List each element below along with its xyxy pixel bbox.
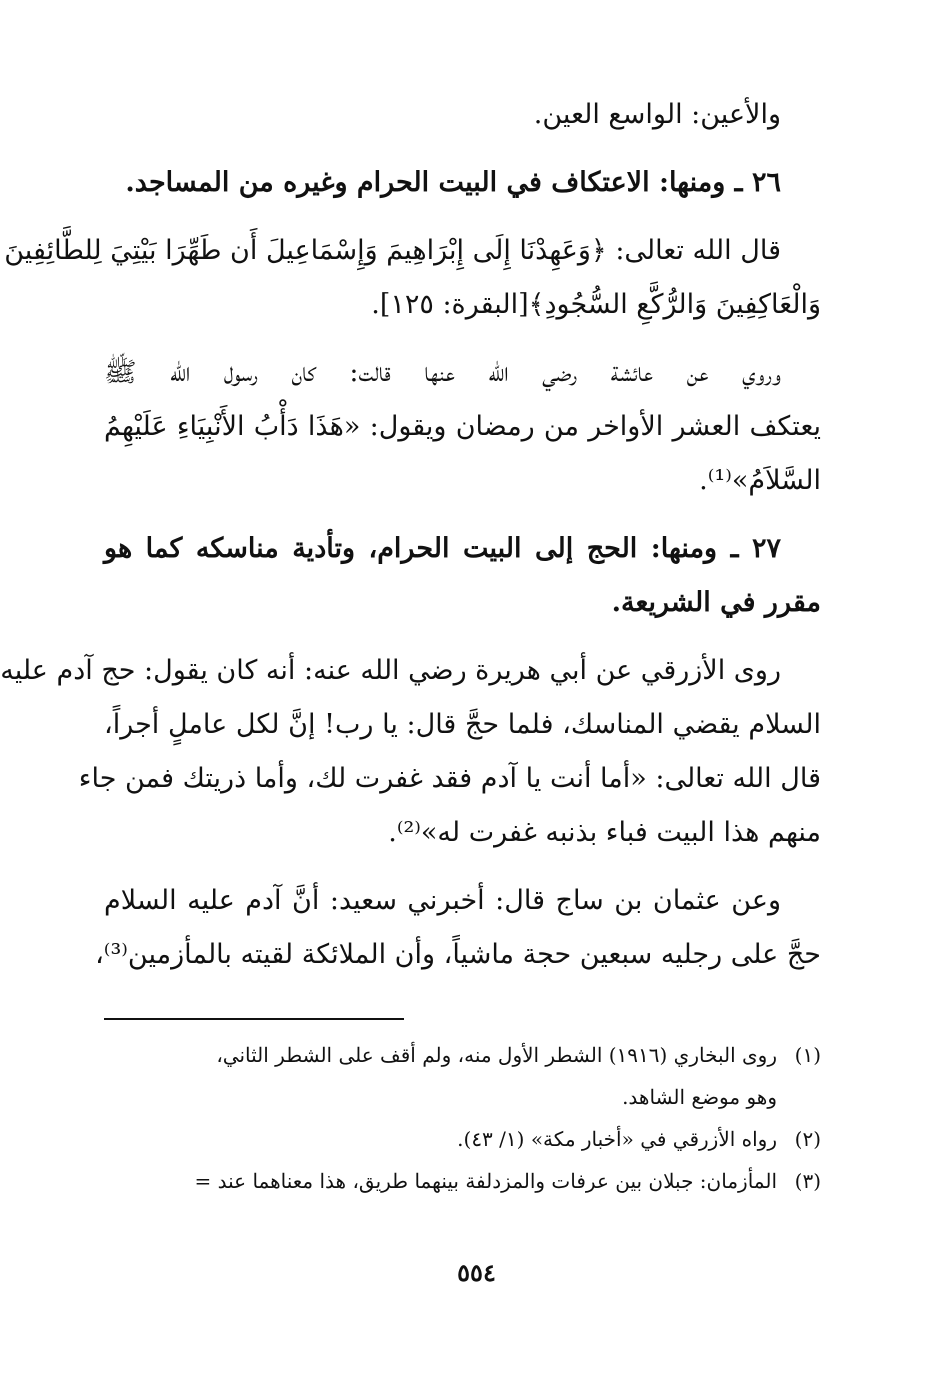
footnote-number: (١): [794, 1043, 821, 1067]
section-heading-27: مقرر في الشريعة.: [611, 587, 821, 618]
text-line: وروي عن عائشة رضي الله عنها قالت: كان رسول الله ﷺ: [104, 357, 781, 388]
footnote-2: [104, 1118, 821, 1160]
footnote-text: المأزمان: جبلان بين عرفات والمزدلفة بينهما طريق، هذا معناهما عند =: [194, 1169, 777, 1193]
main-text: [0, 88, 821, 982]
text-line: السلام يقضي المناسك، فلما حجَّ قال: يا رب! إنَّ لكل عاملٍ أجراً،: [104, 709, 821, 740]
footnote-number: (٣): [794, 1169, 821, 1193]
footnote-3: [104, 1160, 821, 1202]
text-line: روى الأزرقي عن أبي هريرة رضي الله عنه: أنه كان يقول: حج آدم عليه: [0, 655, 781, 686]
text-line: منهم هذا البيت فباء بذنبه غفرت له»⁽²⁾.: [388, 817, 821, 848]
text-line: حجَّ على رجليه سبعين حجة ماشياً، وأن الملائكة لقيته بالمأزمين⁽³⁾،: [95, 939, 821, 970]
section-heading-27: ٢٧ ـ ومنها: الحج إلى البيت الحرام، وتأدية مناسكه كما هو: [104, 533, 781, 564]
page-number: ٥٥٤: [457, 1258, 496, 1287]
text-line: السَّلاَمُ»⁽¹⁾.: [699, 465, 821, 496]
footnote-number: (٢): [794, 1127, 821, 1151]
quran-verse-line: قال الله تعالى: ﴿وَعَهِدْنَا إِلَى إِبْرَاهِيمَ وَإِسْمَاعِيلَ أَن طَهِّرَا بَيْتِيَ لِلطَّائِفِينَ: [4, 235, 781, 266]
footnote-divider: [104, 1018, 404, 1020]
text-line: قال الله تعالى: «أما أنت يا آدم فقد غفرت لك، وأما ذريتك فمن جاء: [78, 763, 821, 794]
text-line: وعن عثمان بن ساج قال: أخبرني سعيد: أنَّ آدم عليه السلام: [104, 885, 781, 916]
footnote-1: [104, 1034, 821, 1076]
text-line: والأعين: الواسع العين.: [533, 99, 781, 130]
footnote-text: رواه الأزرقي في «أخبار مكة» (١/ ٤٣).: [457, 1127, 777, 1151]
quran-verse-line: وَالْعَاكِفِينَ وَالرُّكَّعِ السُّجُودِ﴾[البقرة: ١٢٥].: [371, 289, 821, 320]
section-heading-26: ٢٦ ـ ومنها: الاعتكاف في البيت الحرام وغيره من المساجد.: [125, 167, 781, 198]
footnote-text: روى البخاري (١٩١٦) الشطر الأول منه، ولم أقف على الشطر الثاني،: [216, 1043, 777, 1067]
footnote-1-continuation: وهو موضع الشاهد.: [622, 1085, 777, 1109]
footnotes: [104, 1018, 821, 1202]
text-line: يعتكف العشر الأواخر من رمضان ويقول: «هَذَا دَأْبُ الأَنْبِيَاءِ عَلَيْهِمُ: [104, 411, 821, 442]
